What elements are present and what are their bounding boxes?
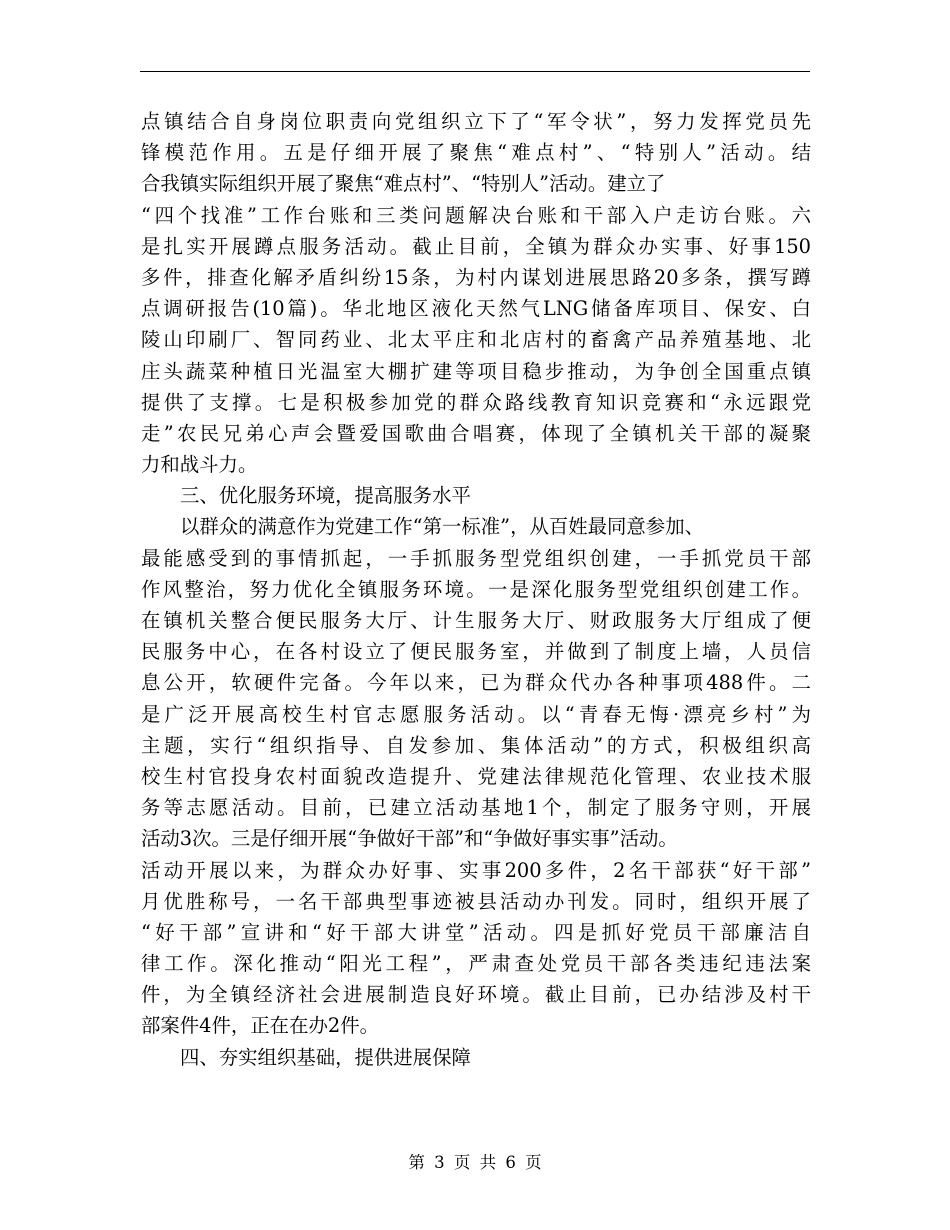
body-line: “好干部”宣讲和“好干部大讲堂”活动。四是抓好党员干部廉洁自 [141,920,811,944]
body-line: 是扎实开展蹲点服务活动。截止目前，全镇为群众办实事、好事150 [141,234,811,258]
body-line: 活动3次。三是仔细开展“争做好干部”和“争做好事实事”活动。 [141,827,678,851]
body-line: 是广泛开展高校生村官志愿服务活动。以“青春无悔·漂亮乡村”为 [141,702,811,726]
body-line: 点调研报告(10篇)。华北地区液化天然气LNG储备库项目、保安、白 [141,297,811,321]
body-line: 多件，排查化解矛盾纠纷15条，为村内谋划进展思路20多条，撰写蹲 [141,265,811,289]
body-line: “四个找准”工作台账和三类问题解决台账和干部入户走访台账。六 [141,203,811,227]
document-body [141,106,811,1073]
section-heading: 四、夯实组织基础，提供进展保障 [180,1045,471,1069]
body-line: 件，为全镇经济社会进展制造良好环境。截止目前，已办结涉及村干 [141,983,811,1007]
header-rule [140,71,810,72]
page-number-footer: 第 3 页 共 6 页 [408,1153,542,1172]
body-line: 律工作。深化推动“阳光工程”，严肃查处党员干部各类违纪违法案 [141,952,811,976]
body-line: 提供了支撑。七是积极参加党的群众路线教育知识竞赛和“永远跟党 [141,390,811,414]
body-line: 活动开展以来，为群众办好事、实事200多件，2名干部获“好干部” [141,858,811,882]
body-line: 最能感受到的事情抓起，一手抓服务型党组织创建，一手抓党员干部 [141,546,811,570]
body-line: 校生村官投身农村面貌改造提升、党建法律规范化管理、农业技术服 [141,764,811,788]
body-line: 锋模范作用。五是仔细开展了聚焦“难点村”、“特别人”活动。结 [141,141,811,165]
body-line: 走”农民兄弟心声会暨爱国歌曲合唱赛，体现了全镇机关干部的凝聚 [141,421,811,445]
body-line: 主题，实行“组织指导、自发参加、集体活动”的方式，积极组织高 [141,733,811,757]
body-line: 庄头蔬菜种植日光温室大棚扩建等项目稳步推动，为争创全国重点镇 [141,359,811,383]
body-line: 务等志愿活动。目前，已建立活动基地1个，制定了服务守则，开展 [141,796,811,820]
body-line: 在镇机关整合便民服务大厅、计生服务大厅、财政服务大厅组成了便 [141,609,811,632]
body-line: 部案件4件，正在在办2件。 [141,1014,379,1038]
body-line: 合我镇实际组织开展了聚焦“难点村”、“特别人”活动。建立了 [141,172,666,196]
section-heading: 三、优化服务环境，提高服务水平 [180,484,471,508]
body-line: 陵山印刷厂、智同药业、北太平庄和北店村的畜禽产品养殖基地、北 [141,328,811,352]
paragraph-first-line: 以群众的满意作为党建工作“第一标准”，从百姓最同意参加、 [180,515,704,539]
body-line: 作风整治，努力优化全镇服务环境。一是深化服务型党组织创建工作。 [141,577,811,601]
body-line: 息公开，软硬件完备。今年以来，已为群众代办各种事项488件。二 [141,671,811,695]
body-line: 点镇结合自身岗位职责向党组织立下了“军令状”，努力发挥党员先 [141,110,811,133]
body-line: 月优胜称号，一名干部典型事迹被县活动办刊发。同时，组织开展了 [141,889,811,913]
body-line: 民服务中心，在各村设立了便民服务室，并做到了制度上墙，人员信 [141,640,811,664]
body-line: 力和战斗力。 [141,453,258,477]
